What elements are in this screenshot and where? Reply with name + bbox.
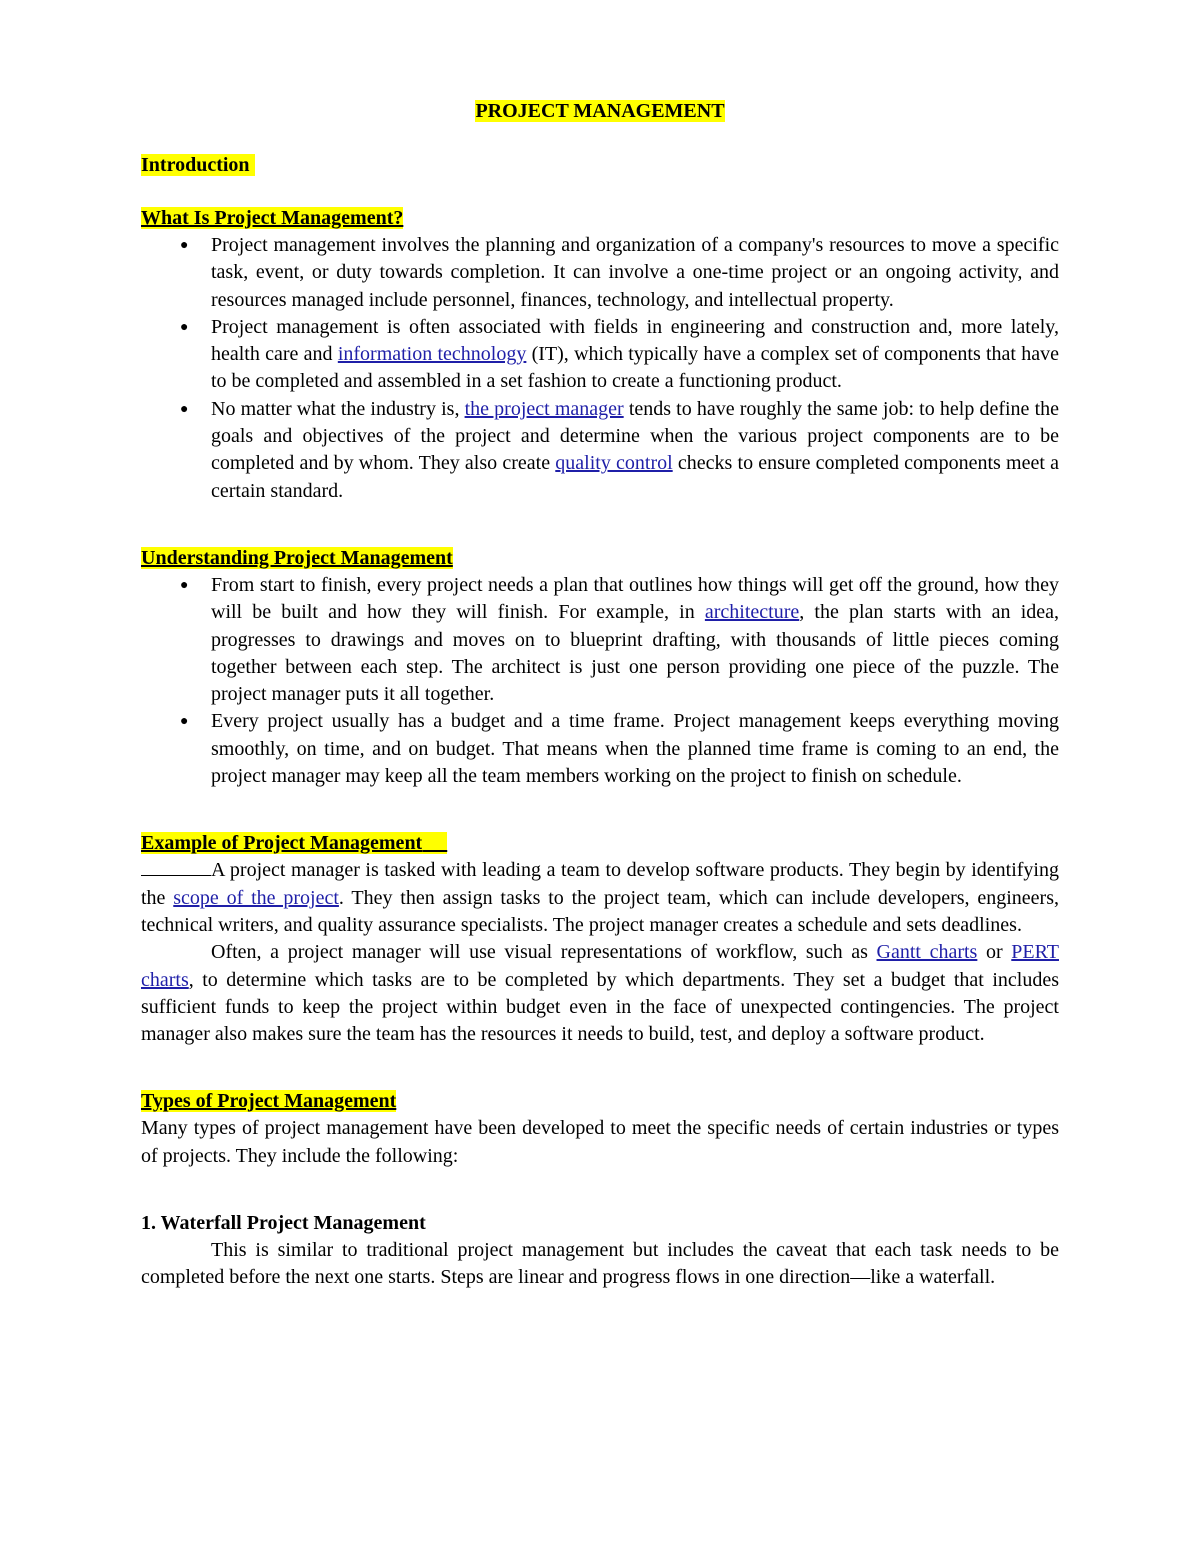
list-item: ● No matter what the industry is, the project manager tends to have roughly the same job: to help define the goals and objectives of the project and determine when the various project components are to be completed and by whom. They also create quality control checks to ensure completed components meet a certain standard. [180,397,1059,502]
intro-heading [141,152,1059,179]
list-item: ● Project management involves the planning and organization of a company's resources to move a specific task, event, or duty towards completion. It can involve a one-time project or an ongoing activity, and resources managed include personnel, finances, technology, and intellectual property. [180,234,1059,311]
link-information-technology[interactable]: information technology [337,343,527,366]
bullet-icon: ● [180,319,189,335]
bullet-icon: ● [180,401,189,417]
types-heading-text: Types of Project Management [141,1090,397,1113]
what-heading-text: What Is Project Management? [141,207,404,229]
link-gantt-charts[interactable]: Gantt charts [876,941,978,964]
bullet-icon: ● [180,714,189,730]
waterfall-paragraph: This is similar to traditional project management but includes the caveat that each task needs to be completed before the next one starts. Steps are linear and progress flows in one direction—like a waterfall. [141,1239,1059,1289]
example-heading-text: Example of Project Management [141,832,423,855]
example-paragraph-1: A project manager is tasked with leading a team to develop software products. They begin by identifying the scope of the project. They then assign tasks to the project team, which can include developers, engineers, technical writers, and quality assurance specialists. The project manager creates a schedule and sets deadlines. [141,859,1059,936]
page-title-text: PROJECT MANAGEMENT [475,100,725,122]
understanding-heading [141,545,1059,572]
link-architecture[interactable]: architecture [704,601,800,624]
link-project-manager[interactable]: the project manager [464,397,624,420]
types-heading [141,1088,1059,1115]
link-pert-charts[interactable]: PERT charts [141,941,1059,991]
understanding-heading-text: Understanding Project Management [141,546,453,569]
what-heading [141,205,1059,232]
example-paragraph-2: Often, a project manager will use visual representations of workflow, such as Gantt charts or PERT charts, to determine which tasks are to be completed by which departments. They set a budget that includes sufficient funds to keep the project within budget even in the face of unexpected contingencies. The project manager also makes sure the team has the resources it needs to build, test, and deploy a software product. [141,941,1059,1046]
types-intro: Many types of project management have been developed to meet the specific needs of certain industries or types of projects. They include the following: [141,1117,1059,1167]
list-item: ● Project management is often associated with fields in engineering and construction and, more lately, health care and information technology (IT), which typically have a complex set of components that have to be completed and assembled in a set fashion to create a functioning product. [180,315,1059,393]
link-scope-of-the-project[interactable]: scope of the project [173,886,339,909]
bullet-icon: ● [180,577,189,593]
example-heading [141,830,1059,857]
bullet-icon: ● [180,238,189,253]
page-title [141,96,1059,126]
list-item: ● Every project usually has a budget and a time frame. Project management keeps everything moving smoothly, on time, and on budget. That means when the planned time frame is coming to an end, the project manager may keep all the team members working on the project to finish on schedule. [180,710,1059,788]
understanding-list [141,572,1059,790]
blank-underline [141,857,211,876]
link-quality-control[interactable]: quality control [555,452,673,475]
intro-heading-text: Introduction [141,154,250,176]
what-list [141,232,1059,505]
waterfall-heading: 1. Waterfall Project Management [141,1212,426,1235]
list-item: ● From start to finish, every project needs a plan that outlines how things will get off the ground, how they will be built and how they will finish. For example, in architecture, the plan starts with an idea, progresses to drawings and moves on to blueprint drafting, with thousands of little pieces coming together between each step. The architect is just one person providing one piece of the puzzle. The project manager puts it all together. [180,573,1060,706]
